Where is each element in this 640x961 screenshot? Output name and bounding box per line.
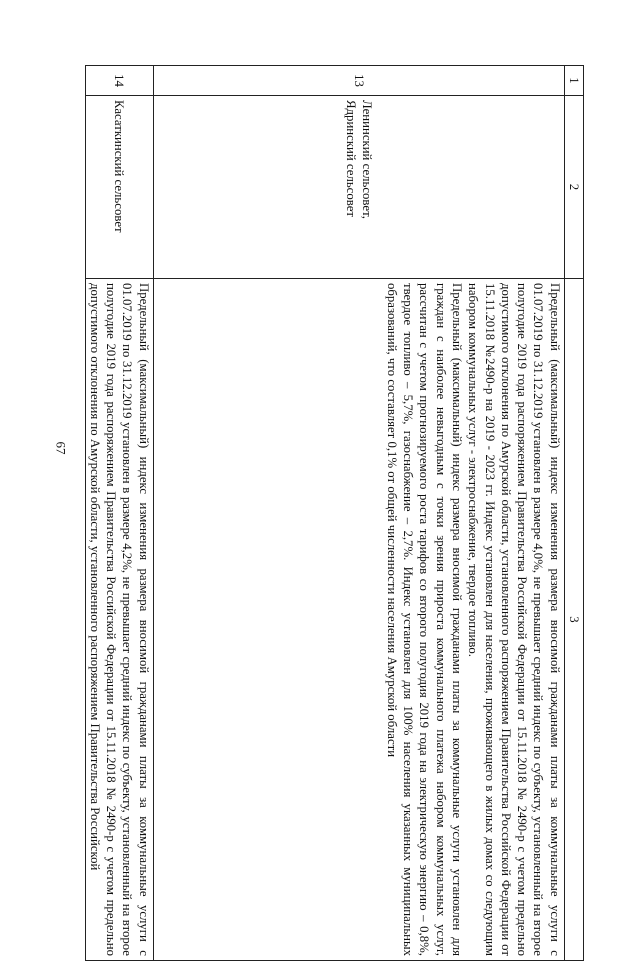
header-col-3: 3 bbox=[564, 279, 583, 961]
header-col-2: 2 bbox=[564, 96, 583, 279]
description-paragraph: Предельный (максимальный) индекс изменения размера вносимой гражданами платы за коммунальные услуги с 01.07.2019 по 31.12.2019 установлен в размере 4,0%, не превышает средний индекс по субъекту, установленный на второе полугодие 2019 года распоряжением Правительства Российской Федерации от 15.11.2018 № 2490-р с учетом предельно допустимого отклонения по Амурской области, установленного распоряжением Правительства Российской Федерации от 15.11.2018 №2490-р на 2019 - 2023 гг. Индекс установлен для населения, проживающего в жилых домах со следующим набором коммунальных услуг - электроснабжение, твердое топливо. bbox=[466, 283, 562, 956]
municipality-name: Касаткинский сельсовет bbox=[85, 96, 153, 279]
municipality-name: Ленинский сельсовет, Ядринский сельсовет bbox=[153, 96, 564, 279]
rotated-page-content bbox=[87, 65, 584, 960]
row-number: 13 bbox=[153, 66, 564, 96]
description-paragraph: Предельный (максимальный) индекс размера вносимой гражданами платы за коммунальные услуги установлен для граждан с наиболее невыгодным с точки зрения прироста коммунального платежа набором коммунальных услуг, рассчитан с учетом прогнозируемого роста тарифов со второго полугодия 2019 года на электрическую энергию – 0,8%, твердое топливо – 5,7%, газоснабжение – 2,7%. Индекс установлен для 100% населения указанных муниципальных образований, что составляет 0,1% от общей численности населения Амурской области bbox=[384, 283, 464, 956]
table-header-row bbox=[564, 66, 583, 961]
index-description bbox=[85, 279, 153, 961]
index-description bbox=[153, 279, 564, 961]
page-number: 67 bbox=[53, 441, 69, 455]
tariff-table bbox=[85, 65, 584, 961]
row-number: 14 bbox=[85, 66, 153, 96]
table-row bbox=[85, 66, 153, 961]
header-col-1: 1 bbox=[564, 66, 583, 96]
table-row bbox=[153, 66, 564, 961]
description-paragraph: Предельный (максимальный) индекс изменения размера вносимой гражданами платы за коммунальные услуги с 01.07.2019 по 31.12.2019 установлен в размере 4,2%, не превышает средний индекс по субъекту, установленный на второе полугодие 2019 года распоряжением Правительства Российской Федерации от 15.11.2018 № 2490-р с учетом предельно допустимого отклонения по Амурской области, установленного распоряжением Правительства Российской bbox=[87, 283, 151, 956]
